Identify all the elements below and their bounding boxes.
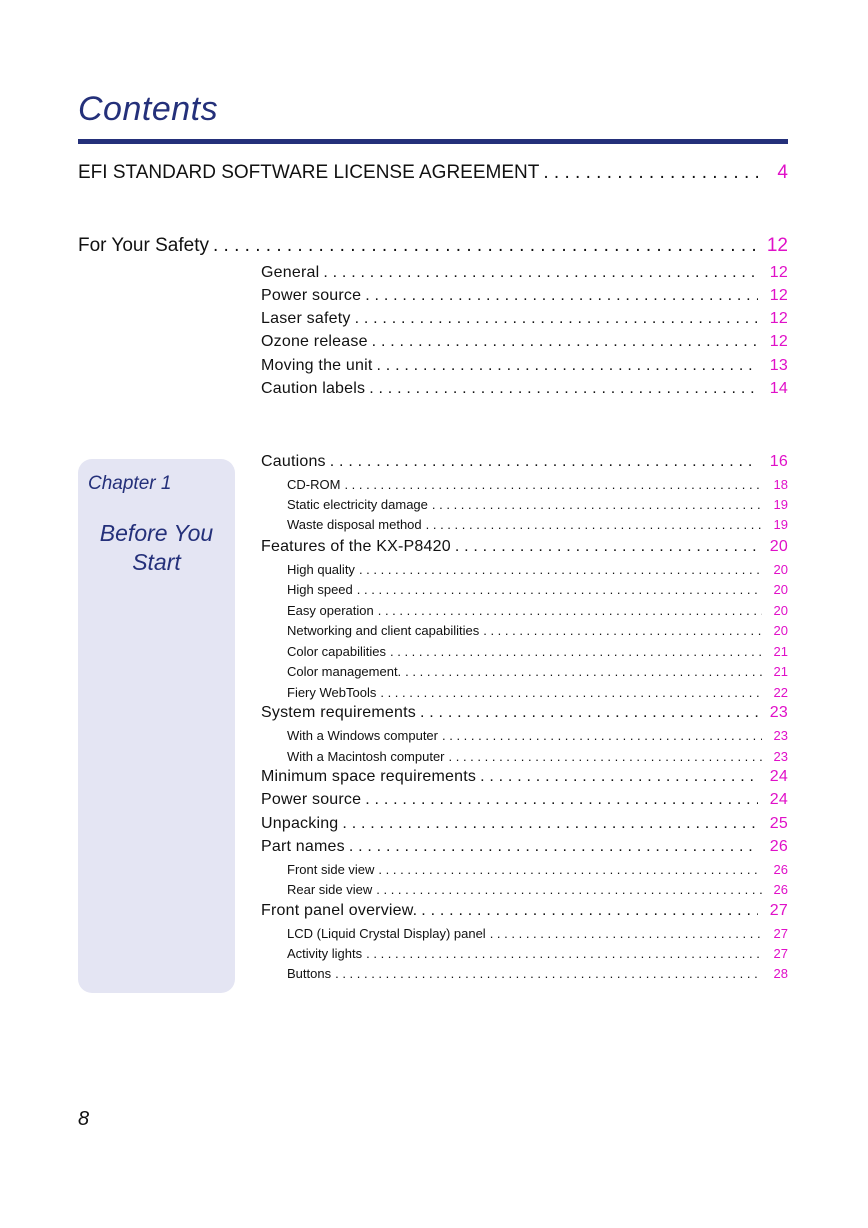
toc-entry-page: 21 <box>773 644 788 659</box>
leader-dots <box>543 162 758 184</box>
toc-subentry[interactable] <box>287 946 788 961</box>
toc-entry[interactable] <box>261 768 788 786</box>
chapter-label: Chapter 1 <box>88 473 172 494</box>
leader-dots <box>426 517 762 532</box>
toc-entry-label: Ozone release <box>261 333 368 350</box>
toc-entry-page: 13 <box>769 357 788 374</box>
leader-dots <box>390 644 762 659</box>
toc-entry-label: Activity lights <box>287 946 363 961</box>
leader-dots <box>449 749 762 764</box>
toc-entry-label: Minimum space requirements <box>261 768 477 785</box>
toc-entry-label: CD-ROM <box>287 477 341 492</box>
toc-subentry[interactable] <box>287 728 788 743</box>
toc-entry-page: 4 <box>777 162 788 183</box>
toc-entry-label: Waste disposal method <box>287 517 422 532</box>
toc-entry-page: 14 <box>769 380 788 397</box>
toc-entry-page: 23 <box>773 728 788 743</box>
toc-entry-label: Static electricity damage <box>287 497 428 512</box>
toc-entry-page: 25 <box>769 815 788 832</box>
toc-entry-page: 19 <box>773 517 788 532</box>
toc-entry-label: Power source <box>261 791 362 808</box>
toc-entry-page: 12 <box>769 264 788 281</box>
chapter-panel <box>78 459 235 993</box>
toc-entry[interactable] <box>261 310 788 328</box>
toc-entry-page: 19 <box>773 497 788 512</box>
leader-dots <box>355 310 758 328</box>
toc-entry-page: 28 <box>773 966 788 981</box>
toc-entry-page: 16 <box>769 453 788 470</box>
toc-entry-label: Color capabilities <box>287 644 386 659</box>
leader-dots <box>483 623 762 638</box>
chapter-title-line: Start <box>132 549 181 575</box>
toc-entry-label: Cautions <box>261 453 326 470</box>
toc-entry-label: High quality <box>287 562 355 577</box>
toc-entry-page: 26 <box>773 862 788 877</box>
leader-dots <box>480 768 758 786</box>
toc-entry-page: 27 <box>773 926 788 941</box>
toc-entry-page: 12 <box>766 235 788 256</box>
toc-entry-label: Features of the KX-P8420 <box>261 538 451 555</box>
toc-entry-label: General <box>261 264 320 281</box>
toc-entry-label: With a Macintosh computer <box>287 749 445 764</box>
leader-dots <box>490 926 762 941</box>
toc-subentry[interactable] <box>287 603 788 618</box>
toc-entry-label: Networking and client capabilities <box>287 623 480 638</box>
toc-subentry[interactable] <box>287 926 788 941</box>
toc-subentry[interactable] <box>287 582 788 597</box>
toc-entry-page: 20 <box>773 562 788 577</box>
toc-entry-label: Front panel overview. <box>261 902 418 919</box>
toc-entry[interactable] <box>261 380 788 398</box>
toc-entry-page: 20 <box>773 603 788 618</box>
toc-entry[interactable] <box>261 453 788 471</box>
toc-entry-page: 20 <box>769 538 788 555</box>
toc-entry[interactable] <box>261 287 788 305</box>
toc-entry-page: 23 <box>773 749 788 764</box>
toc-entry-label: Fiery WebTools <box>287 685 377 700</box>
toc-entry-label: Easy operation <box>287 603 374 618</box>
title-rule <box>78 139 788 144</box>
toc-entry-page: 12 <box>769 287 788 304</box>
leader-dots <box>442 728 762 743</box>
leader-dots <box>421 902 758 920</box>
toc-entry-label: LCD (Liquid Crystal Display) panel <box>287 926 486 941</box>
leader-dots <box>369 380 758 398</box>
toc-entry-safety[interactable] <box>78 235 788 257</box>
leader-dots <box>420 704 758 722</box>
leader-dots <box>213 235 758 257</box>
leader-dots <box>378 603 762 618</box>
toc-entry-page: 20 <box>773 623 788 638</box>
toc-entry-page: 18 <box>773 477 788 492</box>
toc-entry[interactable] <box>261 791 788 809</box>
leader-dots <box>365 791 758 809</box>
chapter-title <box>78 519 235 577</box>
toc-subentry[interactable] <box>287 644 788 659</box>
toc-entry-label: Unpacking <box>261 815 339 832</box>
toc-subentry[interactable] <box>287 862 788 877</box>
toc-entry-label: System requirements <box>261 704 416 721</box>
toc-entry[interactable] <box>261 815 788 833</box>
toc-entry[interactable] <box>261 538 788 556</box>
toc-entry-label: Front side view <box>287 862 375 877</box>
toc-entry-page: 12 <box>769 333 788 350</box>
leader-dots <box>365 287 758 305</box>
toc-entry-label: With a Windows computer <box>287 728 438 743</box>
toc-entry[interactable] <box>261 264 788 282</box>
leader-dots <box>455 538 758 556</box>
toc-subentry[interactable] <box>287 562 788 577</box>
leader-dots <box>372 333 758 351</box>
toc-entry[interactable] <box>261 838 788 856</box>
toc-entry-page: 26 <box>769 838 788 855</box>
leader-dots <box>376 882 762 897</box>
toc-subentry[interactable] <box>287 497 788 512</box>
page-number: 8 <box>78 1108 90 1130</box>
toc-entry-page: 24 <box>769 791 788 808</box>
toc-entry-page: 12 <box>769 310 788 327</box>
leader-dots <box>405 664 762 679</box>
toc-entry-page: 23 <box>769 704 788 721</box>
toc-entry[interactable] <box>261 704 788 722</box>
chapter-title-line: Before You <box>99 520 214 546</box>
toc-subentry[interactable] <box>287 882 788 897</box>
toc-entry-label: Caution labels <box>261 380 366 397</box>
toc-entry-page: 27 <box>773 946 788 961</box>
toc-entry[interactable] <box>261 333 788 351</box>
leader-dots <box>335 966 762 981</box>
toc-entry-label: Buttons <box>287 966 332 981</box>
toc-subentry[interactable] <box>287 623 788 638</box>
toc-entry-page: 20 <box>773 582 788 597</box>
toc-entry-label: Part names <box>261 838 345 855</box>
leader-dots <box>349 838 758 856</box>
leader-dots <box>323 264 758 282</box>
toc-subentry[interactable] <box>287 477 788 492</box>
leader-dots <box>342 815 758 833</box>
leader-dots <box>432 497 762 512</box>
leader-dots <box>366 946 762 961</box>
toc-entry-label: High speed <box>287 582 353 597</box>
toc-entry-license[interactable] <box>78 162 788 184</box>
leader-dots <box>359 562 762 577</box>
leader-dots <box>380 685 762 700</box>
toc-subentry[interactable] <box>287 966 788 981</box>
leader-dots <box>377 357 758 375</box>
toc-entry-page: 22 <box>773 685 788 700</box>
toc-entry-label: Rear side view <box>287 882 373 897</box>
toc-entry-label: Moving the unit <box>261 357 373 374</box>
toc-entry-label: Laser safety <box>261 310 351 327</box>
toc-subentry[interactable] <box>287 749 788 764</box>
toc-subentry[interactable] <box>287 685 788 700</box>
toc-entry-label: Color management. <box>287 664 402 679</box>
toc-entry-label: EFI STANDARD SOFTWARE LICENSE AGREEMENT <box>78 162 540 183</box>
leader-dots <box>357 582 762 597</box>
toc-entry[interactable] <box>261 357 788 375</box>
toc-entry-page: 27 <box>769 902 788 919</box>
toc-entry-page: 24 <box>769 768 788 785</box>
page-title: Contents <box>78 90 219 128</box>
leader-dots <box>344 477 762 492</box>
toc-subentry[interactable] <box>287 664 788 679</box>
leader-dots <box>330 453 758 471</box>
toc-entry-label: For Your Safety <box>78 235 209 256</box>
leader-dots <box>378 862 762 877</box>
toc-subentry[interactable] <box>287 517 788 532</box>
toc-entry-page: 21 <box>773 664 788 679</box>
toc-entry-label: Power source <box>261 287 362 304</box>
toc-entry[interactable] <box>261 902 788 920</box>
toc-entry-page: 26 <box>773 882 788 897</box>
